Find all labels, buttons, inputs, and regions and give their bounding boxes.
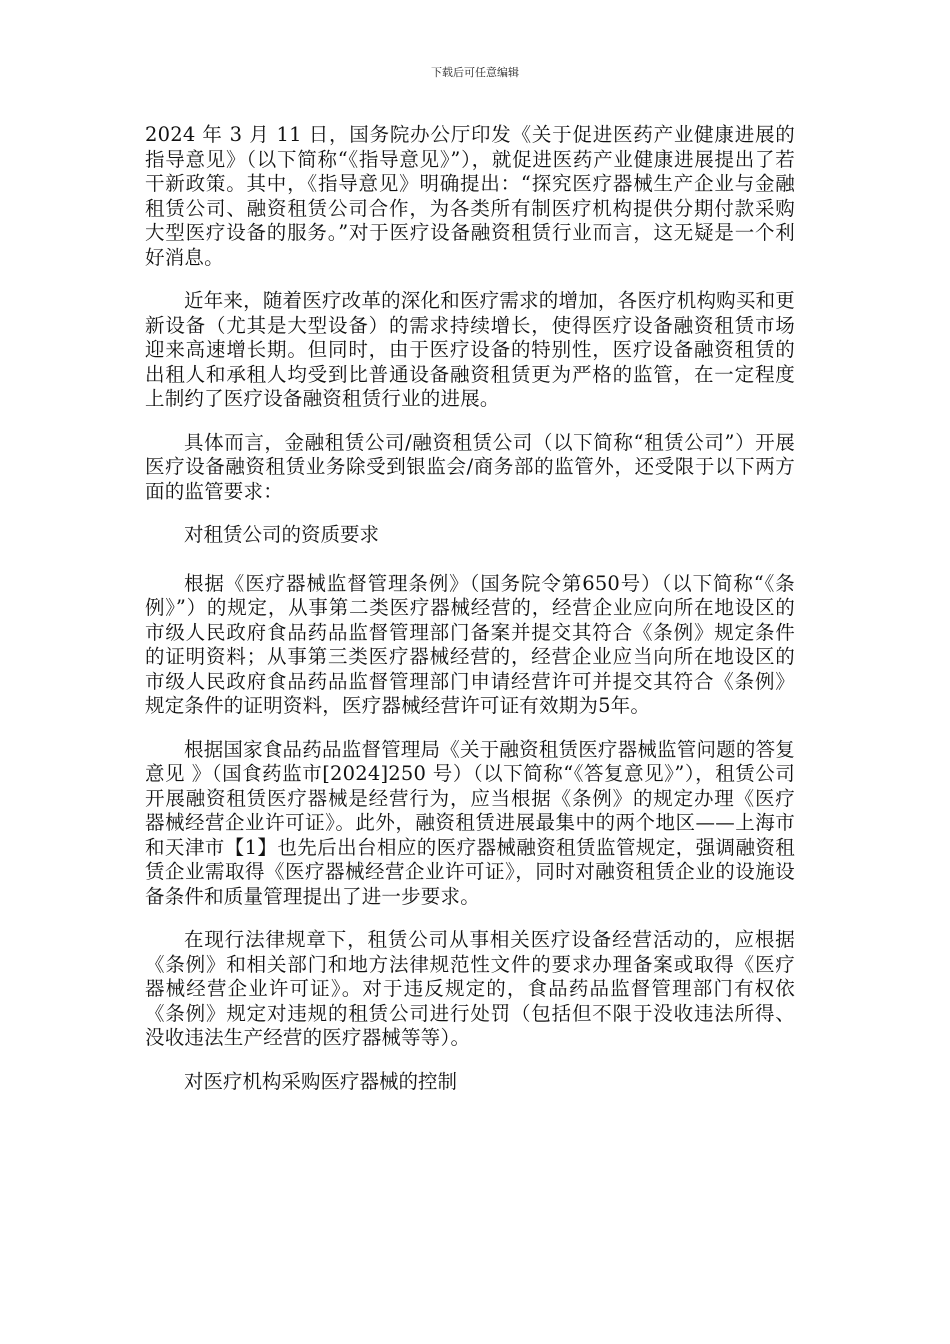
paragraph-current-law: 在现行法律规章下，租赁公司从事相关医疗设备经营活动的，应根据《条例》和相关部门和地方法律规范性文件的要求办理备案或取得《医疗器械经营企业许可证》。对于违反规定的，食品药品监督管理部门有权依《条例》规定对违规的租赁公司进行处罚（包括但不限于没收违法所得、没收违法生产经营的医疗器械等等）。 [145,928,795,1049]
paragraph-market-growth: 近年来，随着医疗改革的深化和医疗需求的增加，各医疗机构购买和更新设备（尤其是大型设备）的需求持续增长，使得医疗设备融资租赁市场迎来高速增长期。但同时，由于医疗设备的特别性，医疗设备融资租赁的出租人和承租人均受到比普通设备融资租赁更为严格的监管，在一定程度上制约了医疗设备融资租赁行业的进展。 [145,289,795,410]
section-heading-qualification: 对租赁公司的资质要求 [184,523,380,546]
paragraph-regulation-overview: 具体而言，金融租赁公司/融资租赁公司（以下简称“租赁公司”）开展医疗设备融资租赁业务除受到银监会/商务部的监管外，还受限于以下两方面的监管要求： [145,430,795,503]
page-header: 下载后可任意编辑 [431,66,519,79]
section-heading-procurement-control: 对医疗机构采购医疗器械的控制 [184,1069,458,1093]
paragraph-reply-opinion: 根据国家食品药品监督管理局《关于融资租赁医疗器械监管问题的答复意见 》（国食药监市[2024]250 号）（以下简称“《答复意见》”），租赁公司开展融资租赁医疗器械是经营行为，应当根据《条例》的规定办理《医疗器械经营企业许可证》。此外，融资租赁进展最集中的两个地区——上海市和天津市【1】也先后出台相应的医疗器械融资租赁监管规定，强调融资租赁企业需取得《医疗器械经营企业许可证》，同时对融资租赁企业的设施设备条件和质量管理提出了进一步要求。 [145,737,795,908]
paragraph-regulation-ordinance: 根据《医疗器械监督管理条例》（国务院令第650号）（以下简称“《条例》”）的规定，从事第二类医疗器械经营的，经营企业应向所在地设区的市级人民政府食品药品监督管理部门备案并提交其符合《条例》规定条件的证明资料；从事第三类医疗器械经营的，经营企业应当向所在地设区的市级人民政府食品药品监督管理部门申请经营许可并提交其符合《条例》规定条件的证明资料，医疗器械经营许可证有效期为5年。 [145,571,795,717]
paragraph-intro: 2024 年 3 月 11 日，国务院办公厅印发《关于促进医药产业健康进展的指导意见》（以下简称“《指导意见》”），就促进医药产业健康进展提出了若干新政策。其中，《指导意见》明确提出：“探究医疗器械生产企业与金融租赁公司、融资租赁公司合作，为各类所有制医疗机构提供分期付款采购大型医疗设备的服务。”对于医疗设备融资租赁行业而言，这无疑是一个利好消息。 [145,123,795,269]
document-body [145,123,795,1118]
